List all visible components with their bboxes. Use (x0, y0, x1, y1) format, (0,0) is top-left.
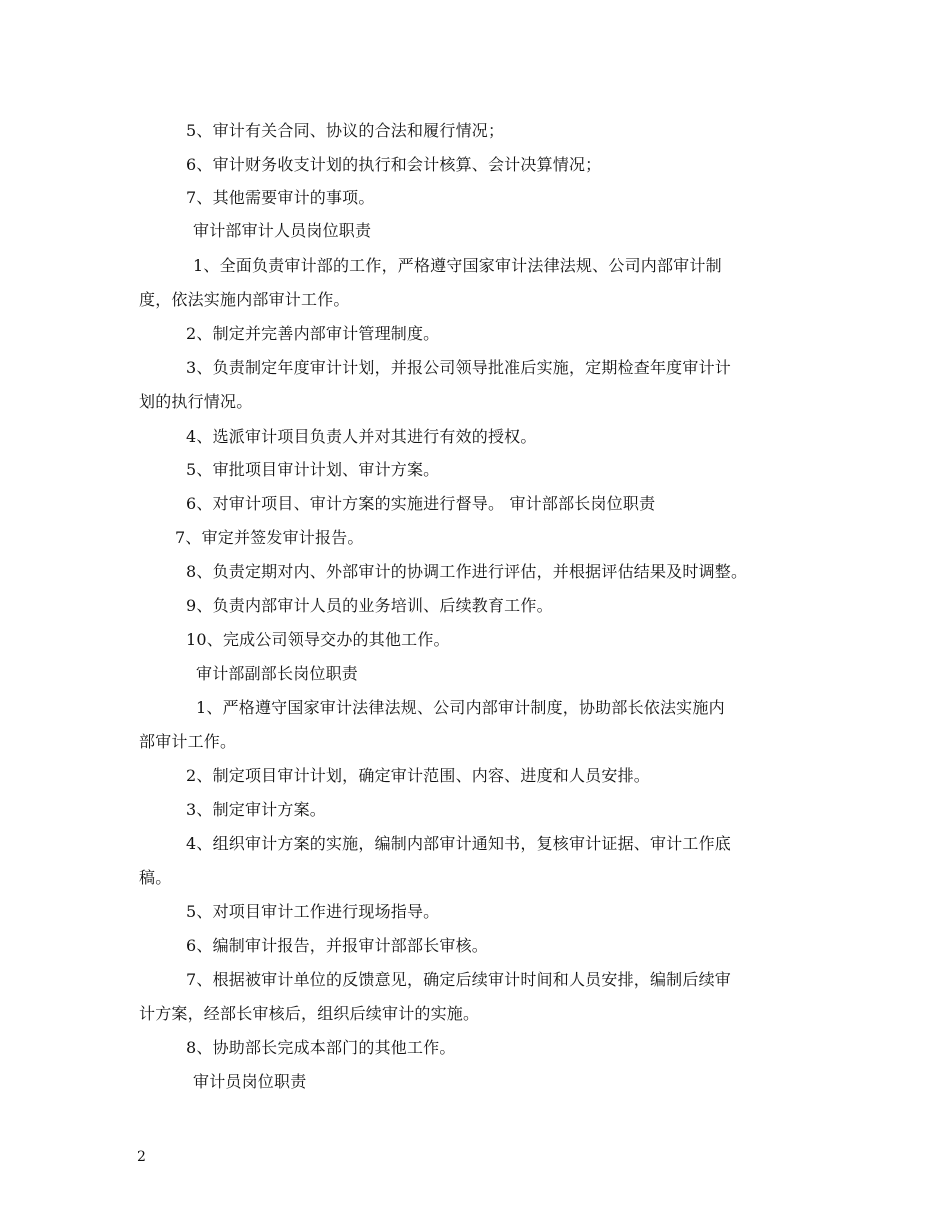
text-line: 6、编制审计报告，并报审计部部长审核。 (186, 936, 488, 955)
text-line: 1、严格遵守国家审计法律法规、公司内部审计制度，协助部长依法实施内 (196, 698, 725, 717)
text-line: 稿。 (139, 868, 172, 887)
page-number: 2 (137, 1149, 146, 1165)
text-line: 5、审批项目审计计划、审计方案。 (186, 460, 440, 479)
text-line: 9、负责内部审计人员的业务培训、后续教育工作。 (186, 596, 553, 615)
text-line: 6、对审计项目、审计方案的实施进行督导。 审计部部长岗位职责 (186, 494, 656, 513)
text-line: 5、审计有关合同、协议的合法和履行情况； (186, 121, 505, 140)
text-line: 计方案，经部长审核后，组织后续审计的实施。 (139, 1004, 480, 1023)
section-heading: 审计部审计人员岗位职责 (193, 221, 372, 240)
text-line: 4、选派审计项目负责人并对其进行有效的授权。 (186, 427, 537, 446)
text-line: 10、完成公司领导交办的其他工作。 (186, 630, 450, 649)
text-line: 2、制定并完善内部审计管理制度。 (186, 324, 440, 343)
text-line: 8、协助部长完成本部门的其他工作。 (186, 1038, 456, 1057)
text-line: 7、其他需要审计的事项。 (186, 188, 375, 207)
text-line: 6、审计财务收支计划的执行和会计核算、会计决算情况； (186, 155, 602, 174)
text-line: 3、制定审计方案。 (186, 800, 326, 819)
text-line: 1、全面负责审计部的工作，严格遵守国家审计法律法规、公司内部审计制 (193, 256, 722, 275)
text-line: 度，依法实施内部审计工作。 (139, 290, 350, 309)
text-line: 划的执行情况。 (139, 392, 253, 411)
section-heading: 审计部副部长岗位职责 (196, 664, 359, 683)
text-line: 8、负责定期对内、外部审计的协调工作进行评估，并根据评估结果及时调整。 (186, 562, 748, 581)
text-line: 3、负责制定年度审计计划，并报公司领导批准后实施，定期检查年度审计计 (186, 358, 731, 377)
section-heading: 审计员岗位职责 (193, 1072, 307, 1091)
text-line: 5、对项目审计工作进行现场指导。 (186, 902, 440, 921)
text-line: 部审计工作。 (139, 732, 237, 751)
text-line: 7、审定并签发审计报告。 (175, 528, 364, 547)
text-line: 4、组织审计方案的实施，编制内部审计通知书，复核审计证据、审计工作底 (186, 834, 731, 853)
text-line: 7、根据被审计单位的反馈意见，确定后续审计时间和人员安排，编制后续审 (186, 970, 731, 989)
text-line: 2、制定项目审计计划，确定审计范围、内容、进度和人员安排。 (186, 766, 650, 785)
